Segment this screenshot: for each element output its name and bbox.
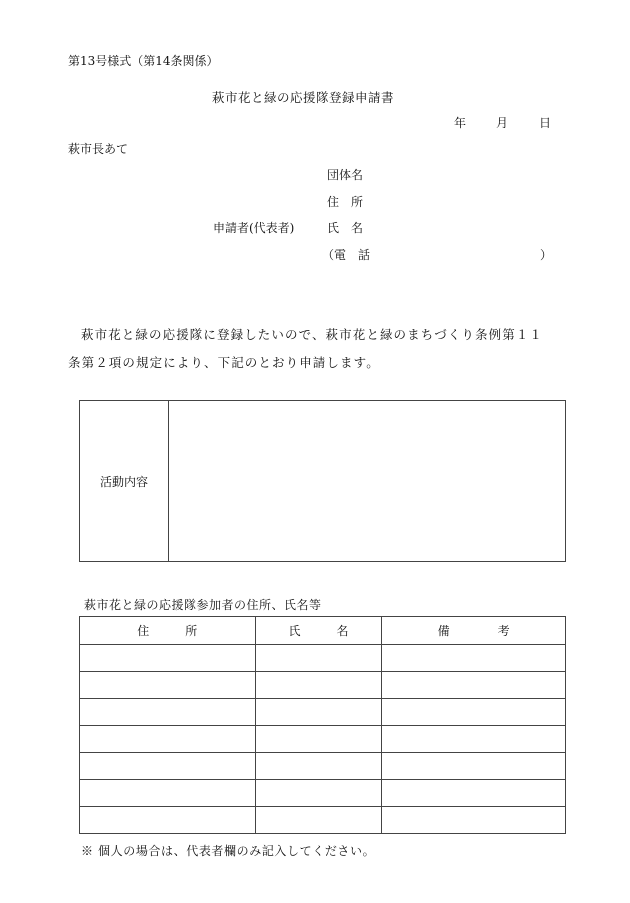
remarks-cell[interactable] (382, 699, 566, 726)
date-month-label: 月 (496, 116, 509, 130)
table-row (80, 807, 566, 834)
group-name-label: 団体名 (327, 168, 364, 182)
address-label: 住 所 (327, 195, 364, 209)
footnote: ※ 個人の場合は、代表者欄のみ記入してください。 (81, 844, 376, 858)
name-cell[interactable] (255, 807, 382, 834)
body-text-line-2: 条第２項の規定により、下記のとおり申請します。 (68, 355, 380, 370)
column-header-name: 氏 名 (255, 617, 382, 645)
address-cell[interactable] (80, 645, 256, 672)
name-cell[interactable] (255, 753, 382, 780)
table-row (80, 753, 566, 780)
name-cell[interactable] (255, 699, 382, 726)
address-cell[interactable] (80, 780, 256, 807)
table-row (80, 780, 566, 807)
address-cell[interactable] (80, 672, 256, 699)
remarks-cell[interactable] (382, 807, 566, 834)
address-cell[interactable] (80, 753, 256, 780)
activity-content-field[interactable] (169, 401, 566, 562)
activity-table (79, 400, 566, 562)
name-cell[interactable] (255, 645, 382, 672)
remarks-cell[interactable] (382, 645, 566, 672)
column-header-address: 住 所 (80, 617, 256, 645)
participants-heading: 萩市花と緑の応援隊参加者の住所、氏名等 (84, 598, 322, 612)
activity-label: 活動内容 (80, 401, 169, 562)
participants-table (79, 616, 566, 834)
form-number: 第13号様式（第14条関係） (68, 54, 219, 68)
table-row (80, 672, 566, 699)
body-text-line-1: 萩市花と緑の応援隊に登録したいので、萩市花と緑のまちづくり条例第１１ (81, 327, 544, 342)
addressee: 萩市長あて (68, 142, 129, 156)
applicant-role-label: 申請者(代表者) (213, 221, 295, 235)
remarks-cell[interactable] (382, 780, 566, 807)
date-year-label: 年 (454, 116, 467, 130)
name-cell[interactable] (255, 780, 382, 807)
remarks-cell[interactable] (382, 726, 566, 753)
table-row (80, 699, 566, 726)
table-row (80, 726, 566, 753)
address-cell[interactable] (80, 726, 256, 753)
address-cell[interactable] (80, 699, 256, 726)
page-title: 萩市花と緑の応援隊登録申請書 (212, 90, 395, 105)
date-day-label: 日 (539, 116, 552, 130)
phone-close-paren: ） (540, 248, 553, 262)
remarks-cell[interactable] (382, 753, 566, 780)
remarks-cell[interactable] (382, 672, 566, 699)
phone-label: （電 話 (322, 248, 371, 262)
name-cell[interactable] (255, 672, 382, 699)
column-header-remarks: 備 考 (382, 617, 566, 645)
name-cell[interactable] (255, 726, 382, 753)
name-label: 氏 名 (327, 221, 364, 235)
address-cell[interactable] (80, 807, 256, 834)
table-row (80, 645, 566, 672)
